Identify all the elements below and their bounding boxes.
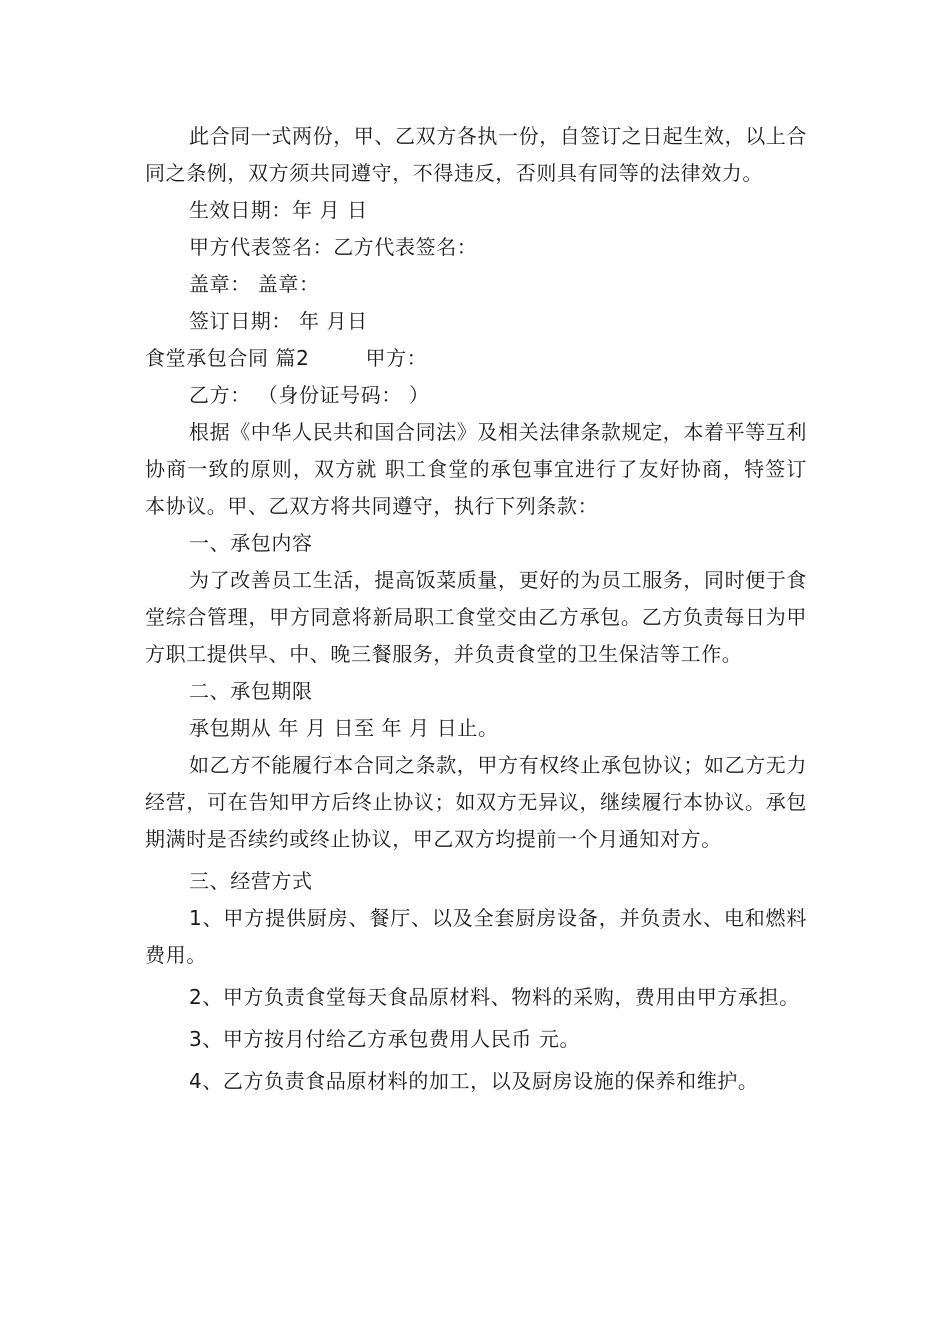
document-page <box>145 118 807 1100</box>
operation-item-3: 3、甲方按月付给乙方承包费用人民币 元。 <box>189 1027 581 1051</box>
clause-heading-1: 一、承包内容 <box>189 531 313 555</box>
seal-line: 盖章： 盖章： <box>189 272 320 296</box>
validity-clause-paragraph: 此合同一式两份，甲、乙双方各执一份，自签订之日起生效，以上合同之条例，双方须共同遵守，不得违反，否则具有同等的法律效力。 <box>145 124 807 185</box>
section-title: 食堂承包合同 篇2 <box>145 346 310 370</box>
party-b-line: 乙方： （身份证号码： ） <box>189 383 430 407</box>
signature-line: 甲方代表签名：乙方代表签名： <box>189 235 478 259</box>
operation-item-1: 1、甲方提供厨房、餐厅、以及全套厨房设备，并负责水、电和燃料费用。 <box>145 906 807 967</box>
clause-heading-2: 二、承包期限 <box>189 679 313 703</box>
section-heading <box>145 340 807 377</box>
term-period-line: 承包期从 年 月 日至 年 月 日止。 <box>189 716 499 740</box>
preamble-paragraph: 根据《中华人民共和国合同法》及相关法律条款规定，本着平等互利协商一致的原则，双方就 职工食堂的承包事宜进行了友好协商，特签订本协议。甲、乙双方将共同遵守，执行下列条款： <box>145 420 807 518</box>
termination-paragraph: 如乙方不能履行本合同之条款，甲方有权终止承包协议；如乙方无力经营，可在告知甲方后终止协议；如双方无异议，继续履行本协议。承包期满时是否续约或终止协议，甲乙双方均提前一个月通知对方。 <box>145 753 807 851</box>
clause-heading-3: 三、经营方式 <box>189 869 313 893</box>
party-a-label: 甲方： <box>365 346 428 370</box>
signing-date-line: 签订日期： 年 月日 <box>189 309 368 333</box>
operation-item-4: 4、乙方负责食品原材料的加工，以及厨房设施的保养和维护。 <box>189 1069 759 1093</box>
clause-1-paragraph: 为了改善员工生活，提高饭菜质量，更好的为员工服务，同时便于食堂综合管理，甲方同意将新局职工食堂交由乙方承包。乙方负责每日为甲方职工提供早、中、晚三餐服务，并负责食堂的卫生保洁等工作。 <box>145 568 807 666</box>
effective-date-line: 生效日期：年 月 日 <box>189 198 368 222</box>
operation-item-2: 2、甲方负责食堂每天食品原材料、物料的采购，费用由甲方承担。 <box>189 985 800 1009</box>
